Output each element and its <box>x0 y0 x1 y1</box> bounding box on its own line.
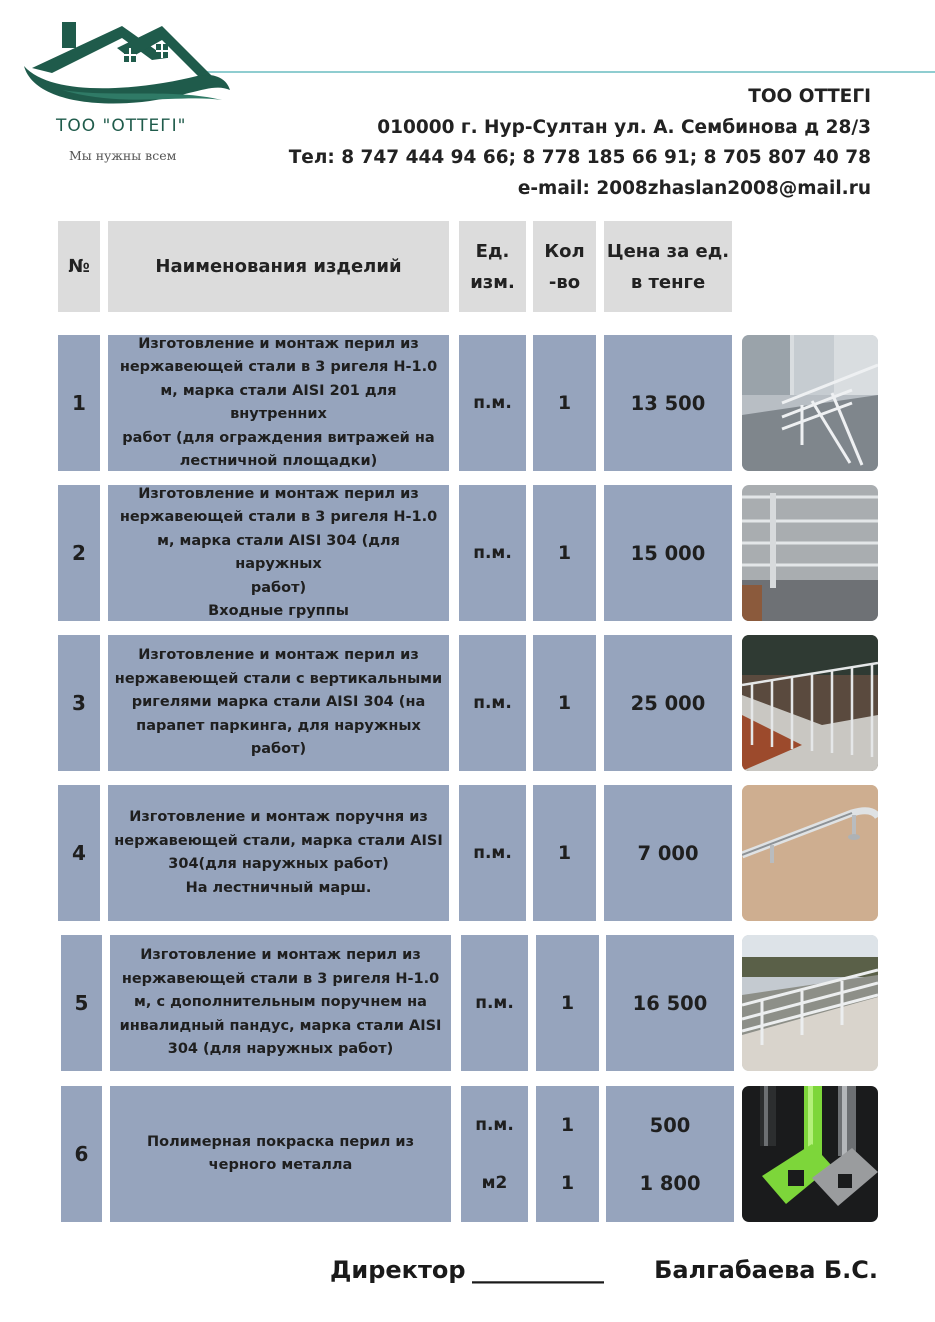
row-6-qty <box>536 1086 599 1222</box>
row-6-num: 6 <box>61 1086 102 1222</box>
row-3-qty: 1 <box>533 635 596 771</box>
row-5-qty: 1 <box>536 935 599 1071</box>
header-unit <box>459 221 526 312</box>
row-2-price: 15 000 <box>604 485 732 621</box>
railing-photo-entrance <box>742 485 878 621</box>
row-4-unit: п.м. <box>459 785 526 921</box>
row-1-unit: п.м. <box>459 335 526 471</box>
row-2-description <box>108 485 449 621</box>
row-5-desc-line: инвалидный пандус, марка стали AISI <box>119 1017 442 1034</box>
row-1-qty: 1 <box>533 335 596 471</box>
row-5-desc-line: м, с дополнительным поручнем на <box>134 994 427 1011</box>
header-qty-line2: -во <box>548 271 581 293</box>
row-3-num: 3 <box>58 635 100 771</box>
header-price-line2: в тенге <box>630 271 706 293</box>
row-2-desc-line: м, марка стали AISI 304 (для наружных <box>157 532 400 572</box>
row-5-desc-line: 304 (для наружных работ) <box>167 1041 394 1058</box>
row-5-unit: п.м. <box>461 935 528 1071</box>
row-2-desc-line: нержавеющей стали в 3 ригеля Н-1.0 <box>119 509 438 525</box>
company-logo <box>22 18 237 168</box>
row-6-price-2: 1 800 <box>639 1171 701 1195</box>
row-6-price-1: 500 <box>649 1113 691 1137</box>
director-name: Балгабаева Б.С. <box>654 1256 878 1284</box>
signature-label: Директор <box>330 1256 466 1284</box>
signature-line: ___________ <box>472 1256 604 1284</box>
row-4-desc-line: нержавеющей стали, марка стали AISI <box>114 832 443 849</box>
row-5-num: 5 <box>61 935 102 1071</box>
header-name: Наименования изделий <box>108 221 449 312</box>
row-4-desc-line: На лестничный марш. <box>185 879 372 896</box>
row-6-qty-2: 1 <box>560 1172 575 1194</box>
header-num: № <box>58 221 100 312</box>
row-6-unit <box>461 1086 528 1222</box>
row-3-description <box>108 635 449 771</box>
row-5-desc-line: нержавеющей стали в 3 ригеля Н-1.0 <box>121 970 440 987</box>
row-4-price: 7 000 <box>604 785 732 921</box>
row-5-description <box>110 935 451 1071</box>
company-phones: Тел: 8 747 444 94 66; 8 778 185 66 91; 8 705 807 40 78 <box>288 147 871 168</box>
row-3-desc-line: нержавеющей стали с вертикальными <box>114 670 443 687</box>
row-1-desc-line: лестничной площадки) <box>179 453 378 469</box>
row-5-price: 16 500 <box>606 935 734 1071</box>
row-3-unit: п.м. <box>459 635 526 771</box>
row-1-description <box>108 335 449 471</box>
row-1-desc-line: нержавеющей стали в 3 ригеля Н-1.0 <box>119 359 438 375</box>
company-address: 010000 г. Нур-Султан ул. А. Сембинова д 28/3 <box>377 116 871 138</box>
row-6-unit-1: п.м. <box>475 1115 514 1135</box>
header-price-line1: Цена за ед. <box>606 240 730 262</box>
row-6-description <box>110 1086 451 1222</box>
header-price <box>604 221 732 312</box>
row-5-desc-line: Изготовление и монтаж перил из <box>140 947 421 964</box>
railing-photo-ramp <box>742 935 878 1071</box>
row-1-desc-line: Изготовление и монтаж перил из <box>138 335 419 352</box>
railing-photo-vertical <box>742 635 878 771</box>
header-unit-line1: Ед. <box>475 240 510 262</box>
row-4-qty: 1 <box>533 785 596 921</box>
row-2-desc-line: Входные группы <box>208 603 349 619</box>
company-name: ТОО ОТТЕГI <box>748 86 871 107</box>
row-2-num: 2 <box>58 485 100 621</box>
row-6-desc-line: Полимерная покраска перил из <box>146 1133 414 1150</box>
row-2-unit: п.м. <box>459 485 526 621</box>
logo-company-name: ТОО "ОТТЕГI" <box>56 116 187 136</box>
row-4-desc-line: 304(для наружных работ) <box>168 856 389 872</box>
header-divider <box>205 71 935 73</box>
row-1-desc-line: работ (для ограждения витражей на <box>122 429 435 446</box>
company-info <box>289 82 871 204</box>
row-2-desc-line: Изготовление и монтаж перил из <box>138 485 419 502</box>
row-6-desc-line: черного металла <box>208 1157 353 1173</box>
header-qty-line1: Кол <box>544 240 585 262</box>
row-1-num: 1 <box>58 335 100 471</box>
row-6-price <box>606 1086 734 1222</box>
row-2-qty: 1 <box>533 485 596 621</box>
row-3-desc-line: Изготовление и монтаж перил из <box>138 647 419 664</box>
row-4-desc-line: Изготовление и монтаж поручня из <box>129 809 428 825</box>
row-1-price: 13 500 <box>604 335 732 471</box>
handrail-photo-wall <box>742 785 878 921</box>
row-6-qty-1: 1 <box>560 1114 575 1136</box>
row-3-desc-line: работ) <box>250 741 307 758</box>
row-2-desc-line: работ) <box>250 579 307 596</box>
row-3-desc-line: парапет паркинга, для наружных <box>136 717 421 734</box>
row-1-desc-line: м, марка стали AISI 201 для внутренних <box>160 382 397 422</box>
house-logo-icon <box>22 18 237 118</box>
row-6-unit-2: м2 <box>481 1173 508 1193</box>
row-3-desc-line: ригелями марка стали AISI 304 (на <box>131 694 426 711</box>
railing-photo-stairs <box>742 335 878 471</box>
row-4-num: 4 <box>58 785 100 921</box>
header-qty <box>533 221 596 312</box>
header-unit-line2: изм. <box>470 271 515 293</box>
paint-photo-samples <box>742 1086 878 1222</box>
row-4-description <box>108 785 449 921</box>
company-email[interactable]: e-mail: 2008zhaslan2008@mail.ru <box>517 177 871 199</box>
logo-slogan: Мы нужны всем <box>69 148 177 163</box>
row-3-price: 25 000 <box>604 635 732 771</box>
